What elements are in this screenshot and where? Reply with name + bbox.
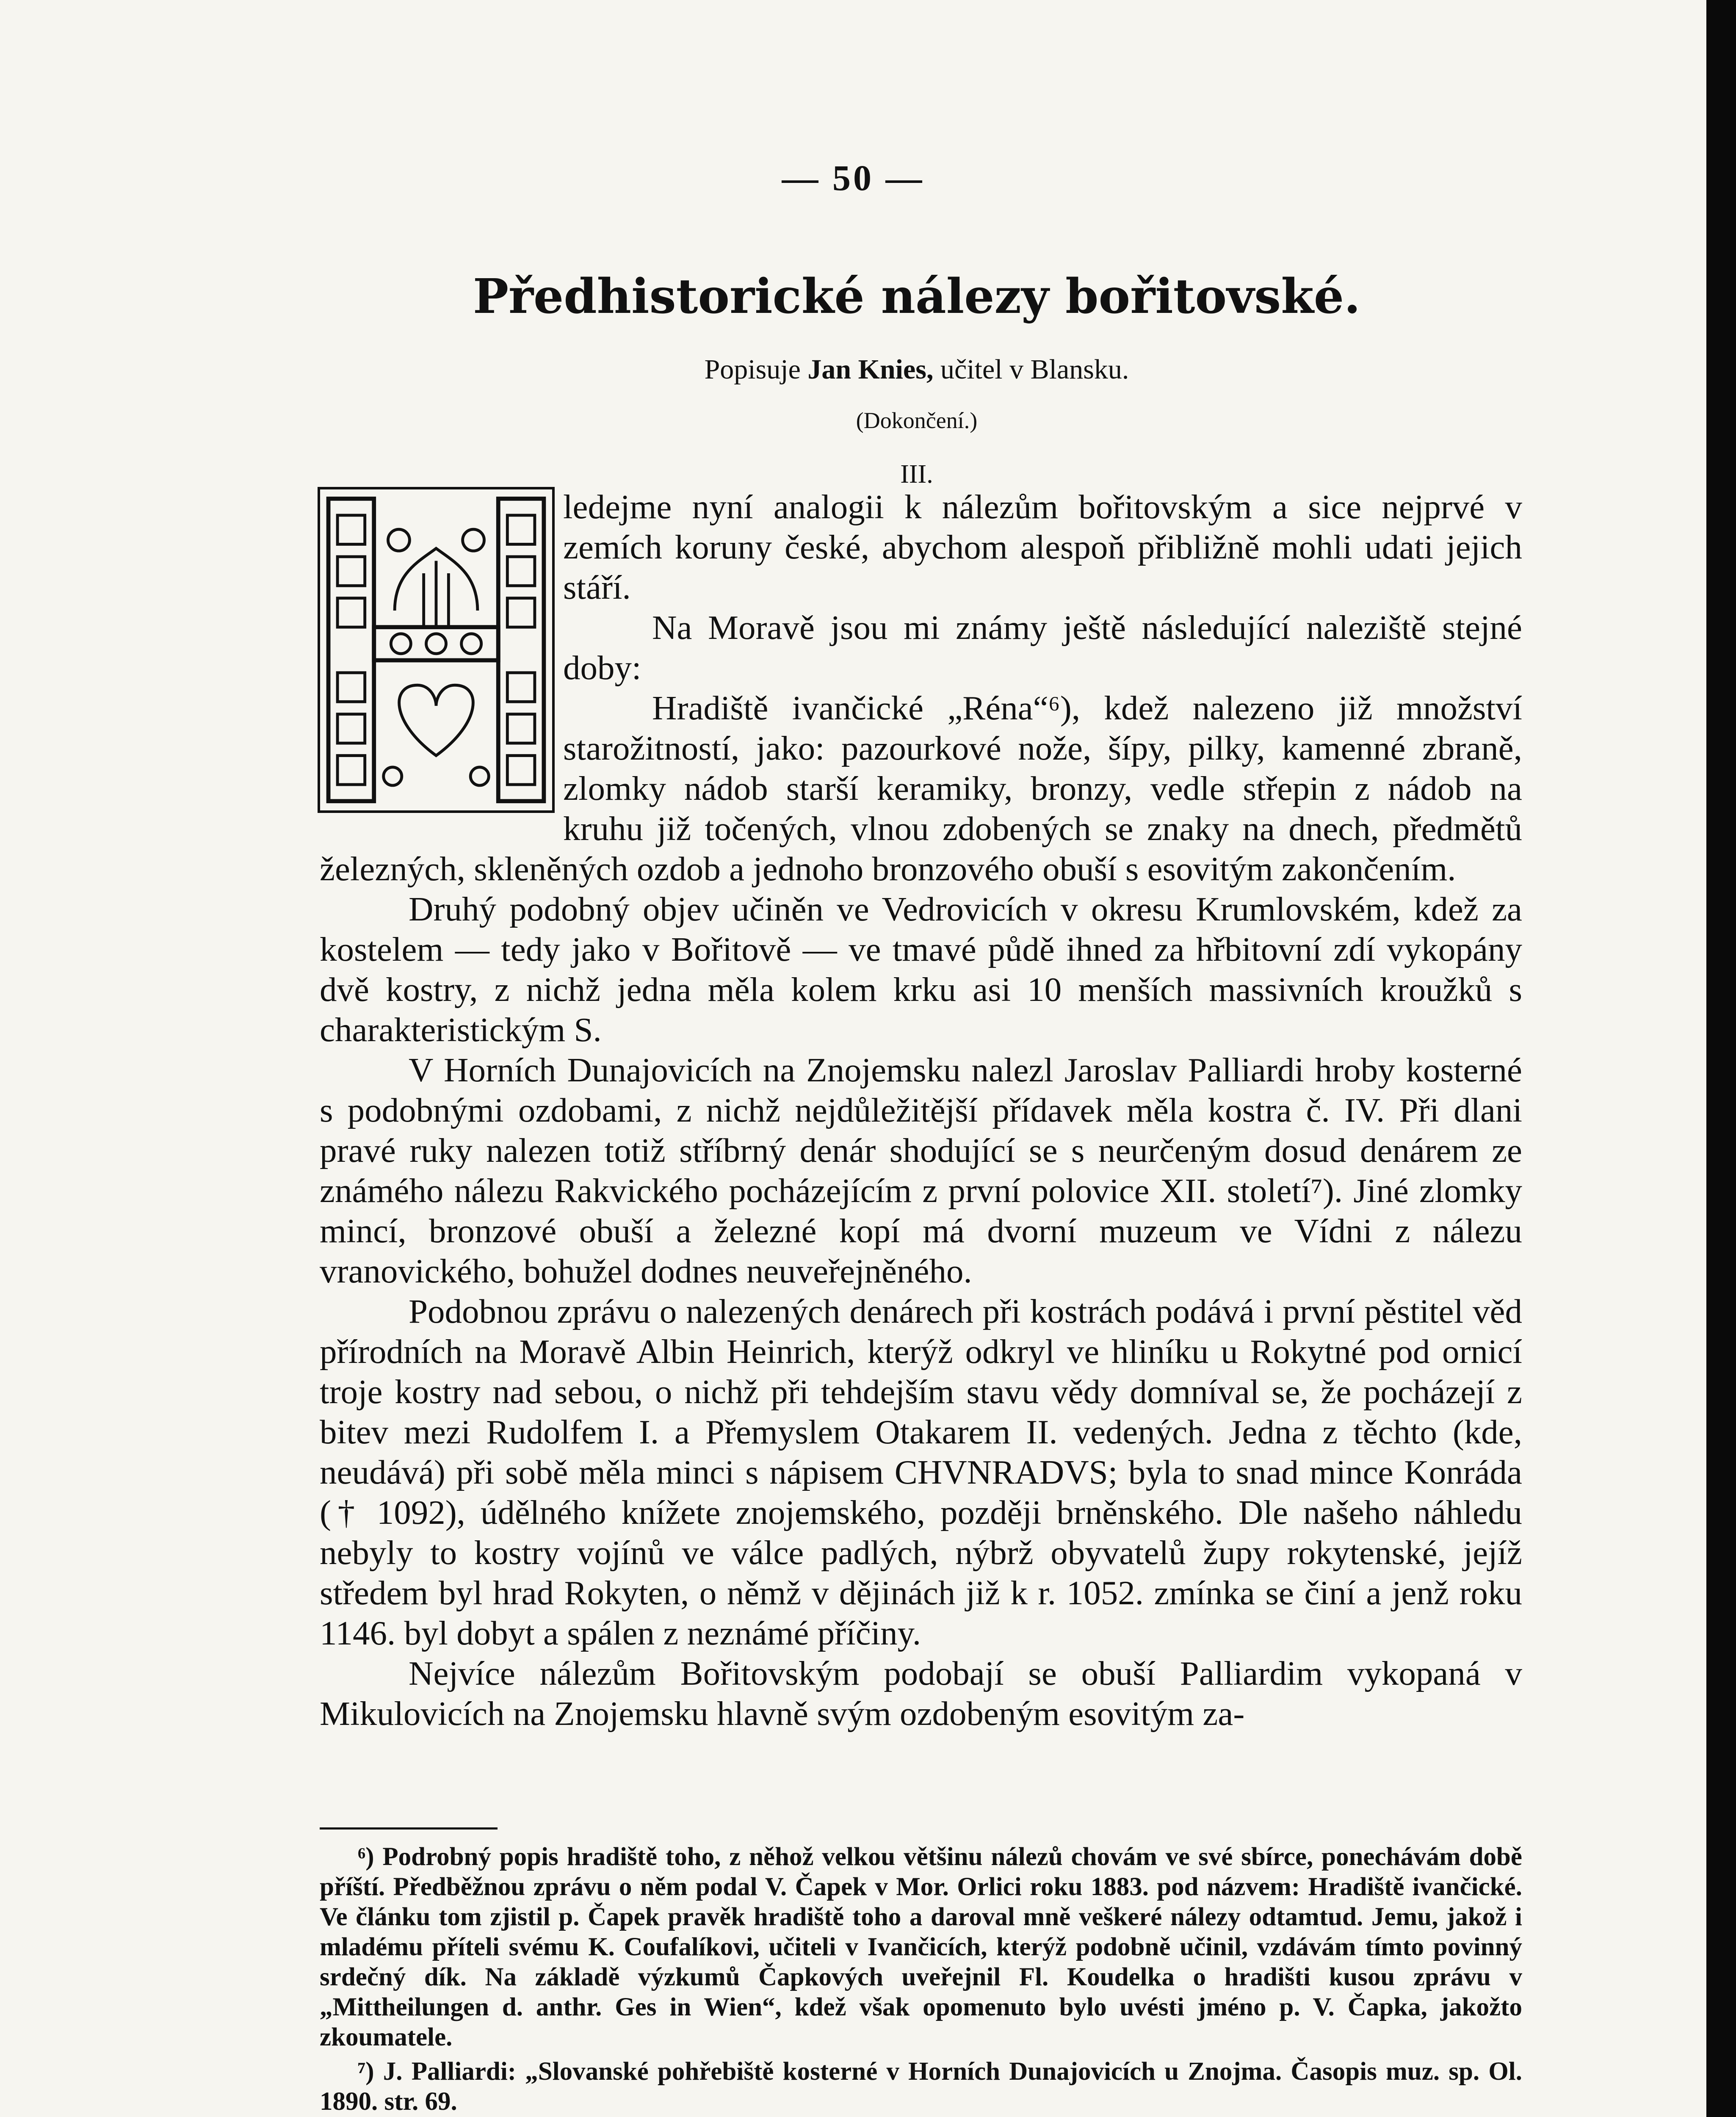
article-title: Předhistorické nálezy bořitovské. — [473, 269, 1361, 324]
paragraph: Nejvíce nálezům Bořitovským podobají se obuší Palliardim vykopaná v Mikulovicích na Znojemsku hlavně svým ozdobeným esovitým za- — [320, 1654, 1522, 1733]
paragraph: Druhý podobný objev učiněn ve Vedrovicích v okresu Krumlovském, kdež za kostelem — tedy jako v Bořitově — ve tmavé půdě ihned za hřbitovní zdí vykopány dvě kostry, z nichž jedna měla kolem krku asi 10 menších massivních kroužků s charakteristickým S. — [320, 890, 1522, 1049]
byline-prefix: Popisuje — [704, 354, 801, 385]
footnote: ⁶) Podrobný popis hradiště toho, z něhož velkou většinu nálezů chovám ve své sbírce, ponechávám době příští. Předběžnou zprávu o něm podal V. Čapek v Mor. Orlici roku 1883. pod názvem: Hradiště ivančické. Ve článku tom zjistil p. Čapek pravěk hradiště toho a daroval mně veškeré nálezy odtamtud. Jemu, jakož i mladému příteli svému K. Coufalíkovi, učiteli v Ivančicích, kterýž podobně učinil, vzdávám tímto povinný srdečný dík. Na základě výzkumů Čapkových uveřejnil Fl. Koudelka o hradišti kusou zprávu v „Mittheilungen d. anthr. Ges in Wien“, kdež však opomenuto bylo uvésti jméno p. V. Čapka, jakožto zkoumatele. — [320, 1843, 1522, 2051]
paragraph: Hradiště ivančické „Réna“⁶), kdež nalezeno již množství starožitností, jako: pazourkové nože, šípy, pilky, kamenné zbraně, zlomky nádob starší keramiky, bronzy, vedle střepin z nádob na kruhu již točených, vlnou zdobených se znaky na dnech, předmětů železných, skleněných ozdob a jednoho bronzového obuší s esovitým zakončením. — [320, 689, 1522, 888]
paragraph: V Horních Dunajovicích na Znojemsku nalezl Jaroslav Palliardi hroby kosterné s podobnými ozdobami, z nichž nejdůležitější přídavek měla kostra č. IV. Při dlani pravé ruky nalezen totiž stříbrný denár shodující se s neurčeným dosud denárem ze známého nálezu Rakvického pocházejícím z první polovice XII. století⁷). Jiné zlomky mincí, bronzové obuší a železné kopí má dvorní muzeum ve Vídni z nálezu vranovického, bohužel dodnes neuveřejněného. — [320, 1051, 1522, 1290]
byline — [0, 354, 1736, 386]
section-number: III. — [900, 460, 933, 489]
footnote: ⁷) J. Palliardi: „Slovanské pohřebiště kosterné v Horních Dunajovicích u Znojma. Časopis muz. sp. Ol. 1890. str. 69. — [320, 2057, 1522, 2116]
scan-edge — [1706, 0, 1736, 2117]
continued-note: (Dokončení.) — [856, 408, 978, 433]
footnotes — [320, 1842, 1522, 2117]
paragraph: Podobnou zprávu o nalezených denárech při kostrách podává i první pěstitel věd přírodních na Moravě Albin Heinrich, kterýž odkryl ve hliníku u Rokytné pod ornicí troje kostry nad sebou, o nichž při tehdejším stavu vědy domníval se, že pocházejí z bitev mezi Rudolfem I. a Přemyslem Otakarem II. vedených. Jedna z těchto (kde, neudává) při sobě měla minci s nápisem CHVNRADVS; byla to snad mince Konráda († 1092), údělného knížete znojemského, později brněnského. Dle našeho náhledu nebyly to kostry vojínů ve válce padlých, nýbrž obyvatelů župy rokytenské, jejíž středem byl hrad Rokyten, o němž v dějinách již k r. 1052. zmínka se činí a jenž roku 1146. byl dobyt a spálen z neznámé příčiny. — [320, 1292, 1522, 1652]
page-number: — 50 — — [782, 158, 925, 198]
decorated-initial-h-icon — [318, 487, 555, 813]
author-name: Jan Knies, — [807, 354, 934, 385]
footnote-divider — [320, 1827, 498, 1830]
paragraph: Na Moravě jsou mi známy ještě následující naleziště stejné doby: — [563, 608, 1522, 687]
paragraph: ledejme nyní analogii k nálezům bořitovským a sice nejprvé v zemích koruny české, abychom alespoň přibližně mohli udati jejich stáří. — [563, 488, 1522, 606]
byline-suffix: učitel v Blansku. — [940, 354, 1129, 385]
ornament-icon — [320, 489, 552, 810]
